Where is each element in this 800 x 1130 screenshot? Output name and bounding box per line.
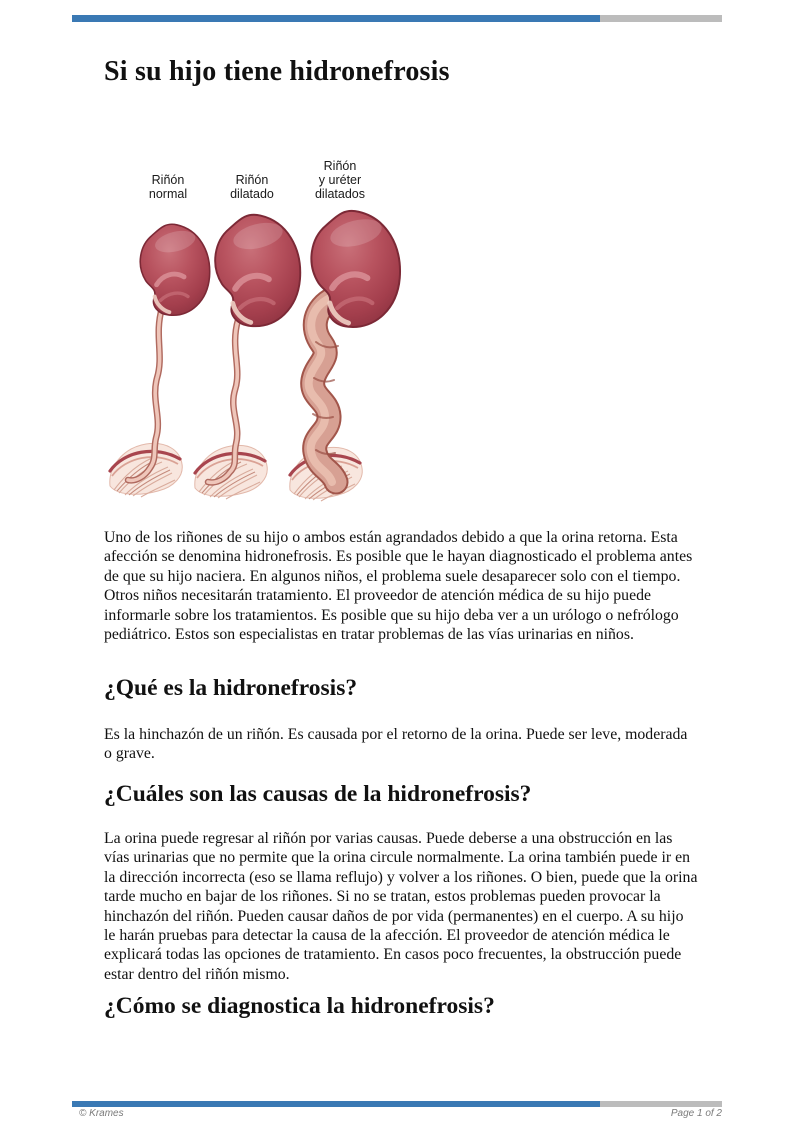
footer-accent-bar: [72, 1101, 722, 1107]
section-paragraph-causes: La orina puede regresar al riñón por varias causas. Puede deberse a una obstrucción en las vías urinarias que no permite que la orina circule normalmente. La orina también puede ir en la dirección incorrecta (eso se llama reflujo) y volver a los riñones. O bien, puede que la orina tarde mucho en bajar de los riñones. Si no se tratan, estos problemas pueden provocar la hinchazón del riñón. Pueden causar daños de por vida (permanentes) en el cuerpo. A su hijo le harán pruebas para detectar la causa de la afección. El proveedor de atención médica le explicará todas las opciones de tratamiento. En casos poco frecuentes, la obstrucción puede estar dentro del riñón mismo.: [104, 830, 698, 983]
section-heading-diagnosis: ¿Cómo se diagnostica la hidronefrosis?: [104, 993, 495, 1019]
figure-label-dilated-kidney-ureter: [285, 159, 395, 201]
page-title: Si su hijo tiene hidronefrosis: [104, 56, 450, 87]
top-bar-gray-segment: [600, 15, 722, 22]
copyright-text: © Krames: [79, 1108, 124, 1119]
figure-label-line: dilatados: [314, 187, 366, 201]
page-number-text: Page 1 of 2: [670, 1108, 722, 1119]
intro-paragraph: Uno de los riñones de su hijo o ambos están agrandados debido a que la orina retorna. Esta afección se denomina hidronefrosis. Es posible que le hayan diagnosticado el problema antes de que su hijo naciera. En algunos niños, el problema suele desaparecer solo con el tiempo. Otros niños necesitarán tratamiento. El proveedor de atención médica de su hijo puede informarle sobre los tratamientos. Es posible que su hijo deba ver a un urólogo o nefrólogo pediátrico. Estos son especialistas en tratar problemas de las vías urinarias en niños.: [104, 529, 693, 644]
figure-label-line: normal: [148, 187, 188, 201]
footer-bar-blue-segment: [72, 1101, 600, 1107]
section-heading-what-is: ¿Qué es la hidronefrosis?: [104, 675, 358, 701]
footer: [72, 1108, 722, 1119]
kidney-figure: [100, 150, 420, 510]
figure-label-line: dilatado: [230, 187, 274, 201]
figure-label-line: Riñón: [151, 173, 185, 187]
footer-bar-gray-segment: [600, 1101, 722, 1107]
section-heading-causes: ¿Cuáles son las causas de la hidronefrosis?: [104, 781, 532, 807]
figure-label-line: Riñón: [235, 173, 269, 187]
top-bar-blue-segment: [72, 15, 600, 22]
figure-label-line: Riñón: [323, 159, 357, 173]
section-paragraph-what-is: Es la hinchazón de un riñón. Es causada por el retorno de la orina. Puede ser leve, moderada o grave.: [104, 726, 688, 763]
top-accent-bar: [72, 15, 722, 22]
figure-label-line: y uréter: [318, 173, 362, 187]
kidney-diagram-svg: [100, 150, 420, 510]
